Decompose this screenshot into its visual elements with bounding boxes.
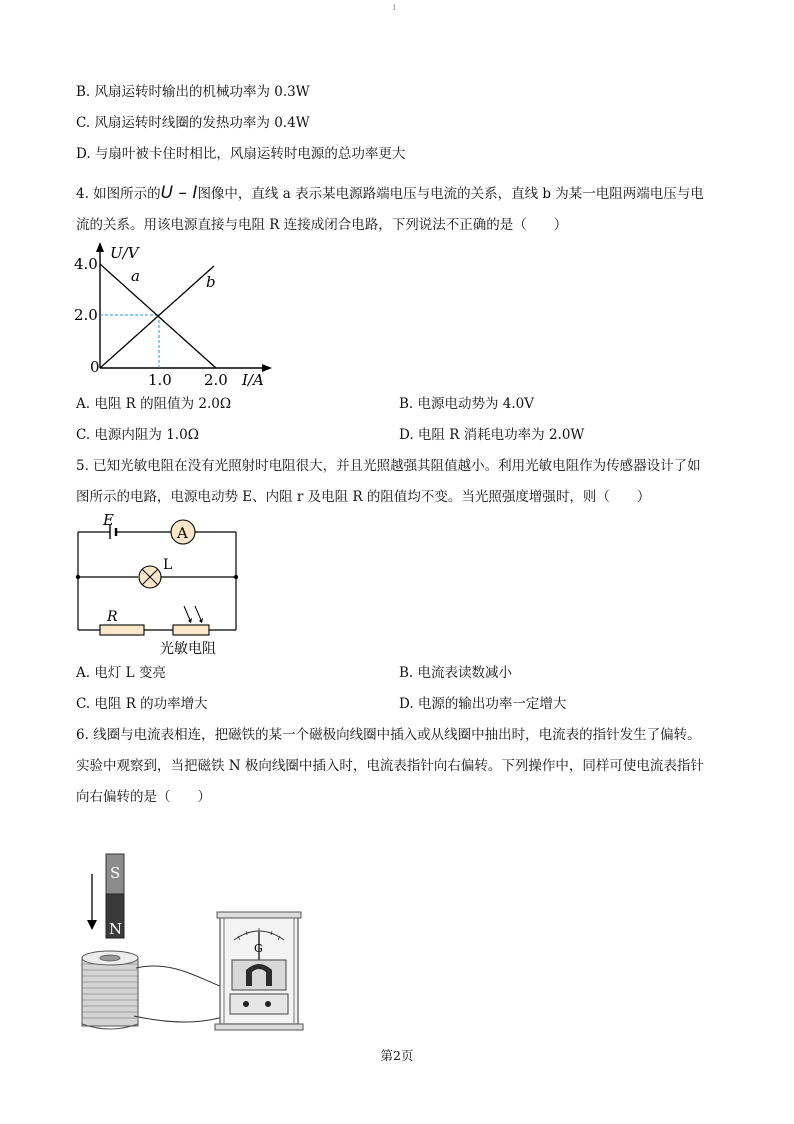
origin-label: 0 (90, 358, 100, 376)
terminal-left (243, 1001, 249, 1007)
q4-ui-graph (74, 240, 294, 390)
q5-option-d: D. 电源的输出功率一定增大 (399, 696, 567, 712)
q3-option-d: D. 与扇叶被卡住时相比，风扇运转时电源的总功率更大 (76, 146, 406, 162)
photoresistor (173, 625, 209, 635)
x-tick-1: 1.0 (148, 371, 172, 389)
light-arrow-icon (184, 606, 190, 620)
q5-option-a: A. 电灯 L 变亮 (76, 665, 166, 681)
magnet-s-label: S (110, 864, 121, 882)
x-tick-2: 2.0 (204, 371, 228, 389)
q5-option-b: B. 电流表读数减小 (399, 665, 513, 681)
q6-apparatus (70, 848, 330, 1038)
q4-option-c: C. 电源内阻为 1.0Ω (76, 427, 199, 443)
line-a-label: a (131, 267, 140, 285)
coil-body (82, 958, 138, 1026)
line-b (100, 266, 214, 368)
q6-stem-line1: 6. 线圈与电流表相连，把磁铁的某一个磁极向线圈中插入或从线圈中抽出时，电流表的指针发生了偏转。 (76, 727, 701, 743)
q5-stem-line1: 5. 已知光敏电阻在没有光照射时电阻很大，并且光照越强其阻值越小。利用光敏电阻作为传感器设计了如 (76, 458, 701, 474)
source-label: E (103, 511, 114, 529)
y-tick-2: 2.0 (74, 306, 98, 324)
terminal-panel (230, 994, 288, 1014)
q4-option-b: B. 电源电动势为 4.0V (399, 396, 535, 412)
q4-stem-pre: 4. 如图所示的 (76, 186, 161, 202)
page-number: 第2页 (380, 1048, 414, 1063)
junction-dot (234, 575, 238, 579)
coil-hole (100, 955, 120, 961)
q4-option-d: D. 电阻 R 消耗电功率为 2.0W (399, 427, 585, 443)
junction-dot (76, 575, 80, 579)
galvanometer-label: G (254, 942, 263, 955)
q4-option-a: A. 电阻 R 的阻值为 2.0Ω (76, 396, 232, 412)
magnet-n-label: N (109, 920, 123, 938)
ammeter-label: A (177, 524, 188, 542)
q3-option-c: C. 风扇运转时线圈的发热功率为 0.4W (76, 115, 310, 131)
y-axis-label: U/V (110, 244, 139, 262)
galvanometer-top (217, 912, 301, 918)
q4-stem-post: 图像中，直线 a 表示某电源路端电压与电流的关系，直线 b 为某一电阻两端电压与电 (197, 186, 704, 202)
q4-stem-line1 (76, 183, 704, 204)
lamp-label: L (163, 557, 173, 573)
q3-option-b: B. 风扇运转时输出的机械功率为 0.3W (76, 84, 310, 100)
galvanometer-base (215, 1024, 303, 1030)
q4-stem-line2: 流的关系。用该电源直接与电阻 R 连接成闭合电路，下列说法不正确的是（ ） (76, 217, 568, 233)
photoresistor-caption: 光敏电阻 (160, 641, 216, 657)
q6-stem-line2: 实验中观察到，当把磁铁 N 极向线圈中插入时，电流表指针向右偏转。下列操作中，同样可使电流表指针 (76, 758, 704, 774)
q5-circuit (70, 510, 250, 660)
y-axis-arrow-icon (96, 242, 104, 252)
q5-stem-line2: 图所示的电路，电源电动势 E、内阻 r 及电阻 R 的阻值均不变。当光照强度增强时，则（ ） (76, 489, 651, 505)
line-b-label: b (206, 273, 216, 291)
terminal-right (265, 1001, 271, 1007)
y-tick-4: 4.0 (74, 255, 98, 273)
q6-stem-line3: 向右偏转的是（ ） (76, 789, 211, 805)
resistor-r (100, 625, 144, 635)
q4-stem-formula: U – I (160, 183, 198, 203)
motion-arrow-head (87, 920, 97, 930)
light-arrow-icon (195, 606, 201, 620)
q5-option-c: C. 电阻 R 的功率增大 (76, 696, 208, 712)
x-axis-label: I/A (242, 371, 264, 389)
page-mark: 1 (392, 4, 397, 12)
resistor-label: R (107, 609, 118, 625)
